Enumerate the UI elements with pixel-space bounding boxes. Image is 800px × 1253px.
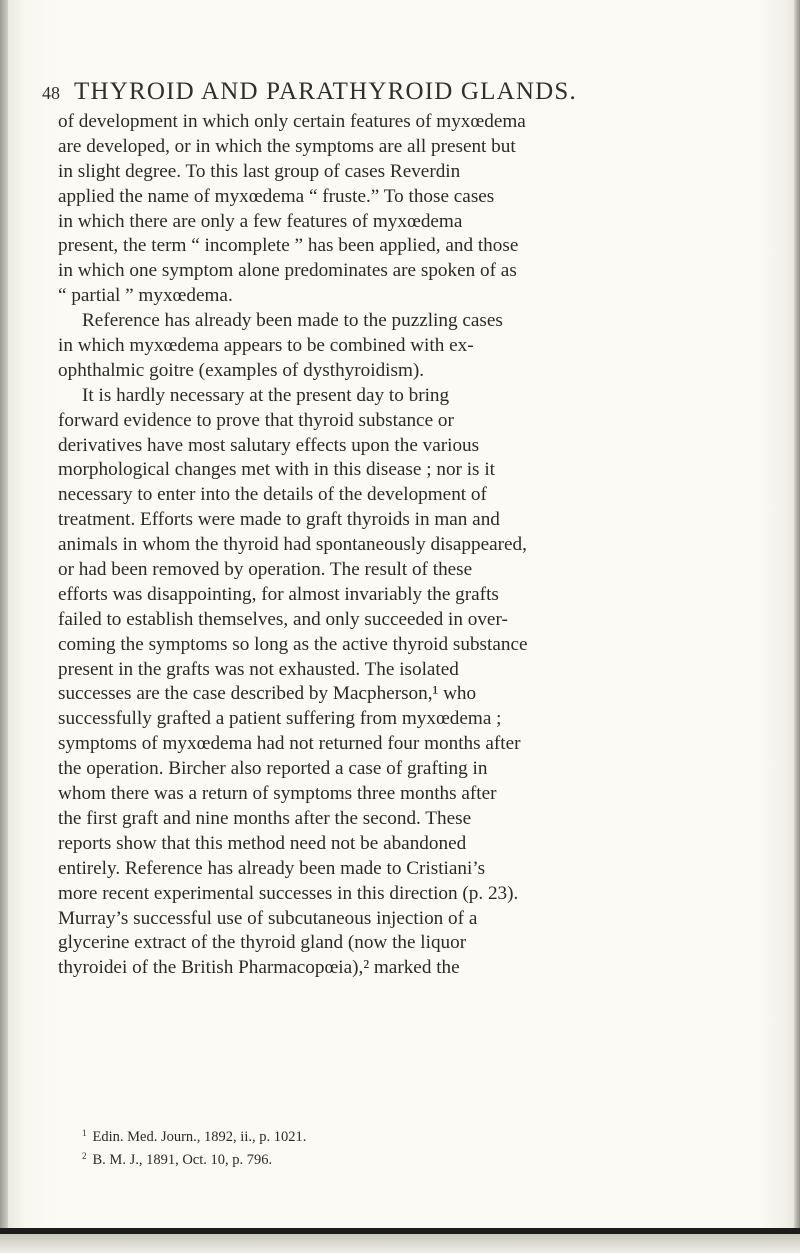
page-number: 48 xyxy=(42,83,60,103)
text-line: animals in whom the thyroid had spontaneously disappeared, xyxy=(58,534,527,556)
running-head xyxy=(42,78,762,114)
text-line: coming the symptoms so long as the active thyroid substance xyxy=(58,633,528,655)
body-text xyxy=(58,110,765,981)
text-line: more recent experimental successes in this direction (p. 23). xyxy=(58,882,519,904)
text-line: thyroidei of the British Pharmacopœia),² marked the xyxy=(58,957,460,979)
text-line: the operation. Bircher also reported a case of grafting in xyxy=(58,758,488,780)
page-right-edge xyxy=(794,0,800,1253)
text-line: entirely. Reference has already been made to Cristiani’s xyxy=(58,857,486,879)
text-line: “ partial ” myxœdema. xyxy=(58,285,233,307)
footnote-marker: 2 xyxy=(82,1151,87,1161)
text-line: in slight degree. To this last group of cases Reverdin xyxy=(58,160,461,182)
text-line: of development in which only certain features of myxœdema xyxy=(58,111,526,132)
text-line: whom there was a return of symptoms three months after xyxy=(58,783,497,805)
text-line: Reference has already been made to the puzzling cases xyxy=(82,310,503,332)
text-line: present in the grafts was not exhausted. The isolated xyxy=(58,658,459,680)
paragraph-myxoedema-forms xyxy=(58,110,765,309)
paragraph-treatment xyxy=(58,384,765,981)
footnote-text: B. M. J., 1891, Oct. 10, p. 796. xyxy=(92,1152,273,1168)
footnote-text: Edin. Med. Journ., 1892, ii., p. 1021. xyxy=(92,1129,307,1145)
text-line: in which there are only a few features of myxœdema xyxy=(58,210,463,232)
text-line: in which one symptom alone predominates are spoken of as xyxy=(58,260,517,282)
text-line: symptoms of myxœdema had not returned four months after xyxy=(58,733,521,755)
text-line: in which myxœdema appears to be combined with ex- xyxy=(58,335,474,357)
text-line: necessary to enter into the details of the development of xyxy=(58,484,487,506)
book-binding-edge xyxy=(0,0,8,1253)
text-line: forward evidence to prove that thyroid substance or xyxy=(58,409,454,431)
footnote-2 xyxy=(82,1147,742,1170)
text-line: morphological changes met with in this disease ; nor is it xyxy=(58,459,495,481)
paragraph-puzzling-cases xyxy=(58,309,765,384)
footnote-1 xyxy=(82,1124,742,1147)
text-line: Murray’s successful use of subcutaneous injection of a xyxy=(58,907,478,929)
footnotes xyxy=(82,1124,742,1170)
text-line: It is hardly necessary at the present day to bring xyxy=(82,384,450,406)
footnote-marker: 1 xyxy=(82,1128,87,1138)
text-line: reports show that this method need not be abandoned xyxy=(58,832,467,854)
text-line: the first graft and nine months after the second. These xyxy=(58,807,472,829)
running-title: THYROID AND PARATHYROID GLANDS. xyxy=(74,78,577,105)
text-line: failed to establish themselves, and only succeeded in over- xyxy=(58,608,508,630)
text-line: are developed, or in which the symptoms are all present but xyxy=(58,135,516,157)
text-line: derivatives have most salutary effects upon the various xyxy=(58,434,480,456)
text-line: successfully grafted a patient suffering from myxœdema ; xyxy=(58,708,502,730)
text-line: applied the name of myxœdema “ fruste.” To those cases xyxy=(58,185,495,207)
text-line: efforts was disappointing, for almost invariably the grafts xyxy=(58,583,499,605)
text-line: present, the term “ incomplete ” has been applied, and those xyxy=(58,235,519,257)
text-line: glycerine extract of the thyroid gland (now the liquor xyxy=(58,932,467,954)
text-line: or had been removed by operation. The result of these xyxy=(58,559,473,581)
text-line: ophthalmic goitre (examples of dysthyroidism). xyxy=(58,359,425,381)
bottom-edge-shadow xyxy=(0,1234,800,1253)
text-line: successes are the case described by Macpherson,¹ who xyxy=(58,683,477,705)
text-line: treatment. Efforts were made to graft thyroids in man and xyxy=(58,509,500,531)
